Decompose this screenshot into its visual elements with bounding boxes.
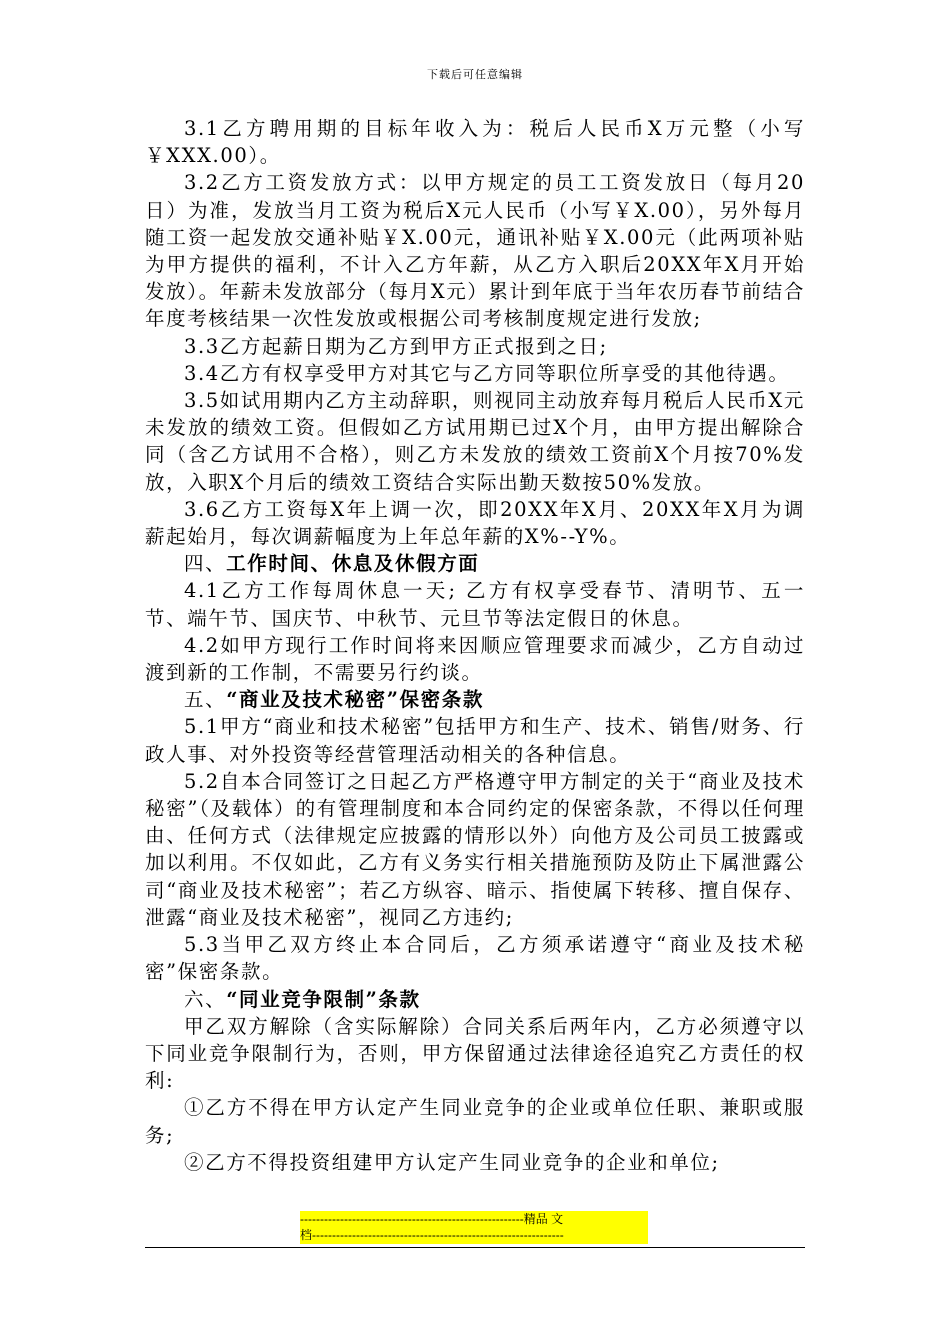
clause-5-2: 5.2自本合同签订之日起乙方严格遵守甲方制定的关于“商业及技术秘密”（及载体）的有管理制度和本合同约定的保密条款，不得以任何理由、任何方式（法律规定应披露的情形以外）向他方及公司员工披露或加以利用。不仅如此，乙方有义务实行相关措施预防及防止下属泄露公司“商业及技术秘密”；若乙方纵容、暗示、指使属下转移、擅自保存、泄露“商业及技术秘密”，视同乙方违约; (145, 769, 805, 929)
clause-4-2: 4.2如甲方现行工作时间将来因顺应管理要求而减少，乙方自动过渡到新的工作制，不需要另行约谈。 (145, 633, 805, 685)
clause-5-3: 5.3当甲乙双方终止本合同后，乙方须承诺遵守“商业及技术秘密”保密条款。 (145, 933, 805, 984)
clause-3-1: 3.1乙方聘用期的目标年收入为：税后人民币X万元整（小写￥XXX.00）。 (145, 117, 805, 168)
section-5-heading (145, 686, 805, 713)
clause-3-2: 3.2乙方工资发放方式：以甲方规定的员工工资发放日（每月20日）为准，发放当月工资为税后X元人民币（小写￥X.00），另外每月随工资一起发放交通补贴￥X.00元，通讯补贴￥X.00元（此两项补贴为甲方提供的福利，不计入乙方年薪，从乙方入职后20XX年X月开始发放）。年薪未发放部分（每月X元）累计到年底于当年农历春节前结合年度考核结果一次性发放或根据公司考核制度规定进行发放; (145, 171, 805, 331)
clause-4-1: 4.1乙方工作每周休息一天; 乙方有权享受春节、清明节、五一节、端午节、国庆节、中秋节、元旦节等法定假日的休息。 (145, 579, 805, 630)
footer-watermark-line-1: --------------------------------------------------------精品 文 (300, 1211, 648, 1228)
clause-6-intro: 甲乙双方解除（含实际解除）合同关系后两年内，乙方必须遵守以下同业竞争限制行为，否则，甲方保留通过法律途径追究乙方责任的权利: (145, 1014, 805, 1093)
clause-6-item-1: ①乙方不得在甲方认定产生同业竞争的企业或单位任职、兼职或服务; (145, 1096, 805, 1147)
clause-6-item-2: ②乙方不得投资组建甲方认定产生同业竞争的企业和单位; (184, 1150, 720, 1174)
clause-3-3: 3.3乙方起薪日期为乙方到甲方正式报到之日; (184, 334, 608, 358)
document-body (145, 115, 805, 1176)
section-5-number: 五、 (184, 688, 227, 712)
clause-3-4: 3.4乙方有权享受甲方对其它与乙方同等职位所享受的其他待遇。 (184, 361, 790, 385)
section-5-title: “商业及技术秘密”保密条款 (226, 688, 484, 712)
page-header: 下载后可任意编辑 (427, 68, 523, 81)
clause-3-6: 3.6乙方工资每X年上调一次，即20XX年X月、20XX年X月为调薪起始月，每次调薪幅度为上年总年薪的X%--Y%。 (145, 497, 805, 549)
footer-watermark-line-2: 档--------------------------------------------------------------- (300, 1227, 648, 1244)
section-4-heading (145, 550, 805, 577)
section-6-number: 六、 (184, 987, 227, 1011)
clause-3-5: 3.5如试用期内乙方主动辞职，则视同主动放弃每月税后人民币X元未发放的绩效工资。但假如乙方试用期已过X个月，由甲方提出解除合同（含乙方试用不合格），则乙方未发放的绩效工资前X个月按70%发放，入职X个月后的绩效工资结合实际出勤天数按50%发放。 (145, 389, 805, 494)
section-6-heading (145, 986, 805, 1013)
section-4-title: 工作时间、休息及休假方面 (226, 552, 480, 576)
section-6-title: “同业竞争限制”条款 (226, 987, 421, 1011)
footer-divider (145, 1247, 805, 1248)
section-4-number: 四、 (184, 552, 227, 576)
clause-5-1: 5.1甲方“商业和技术秘密”包括甲方和生产、技术、销售/财务、行政人事、对外投资等经营管理活动相关的各种信息。 (145, 715, 805, 766)
